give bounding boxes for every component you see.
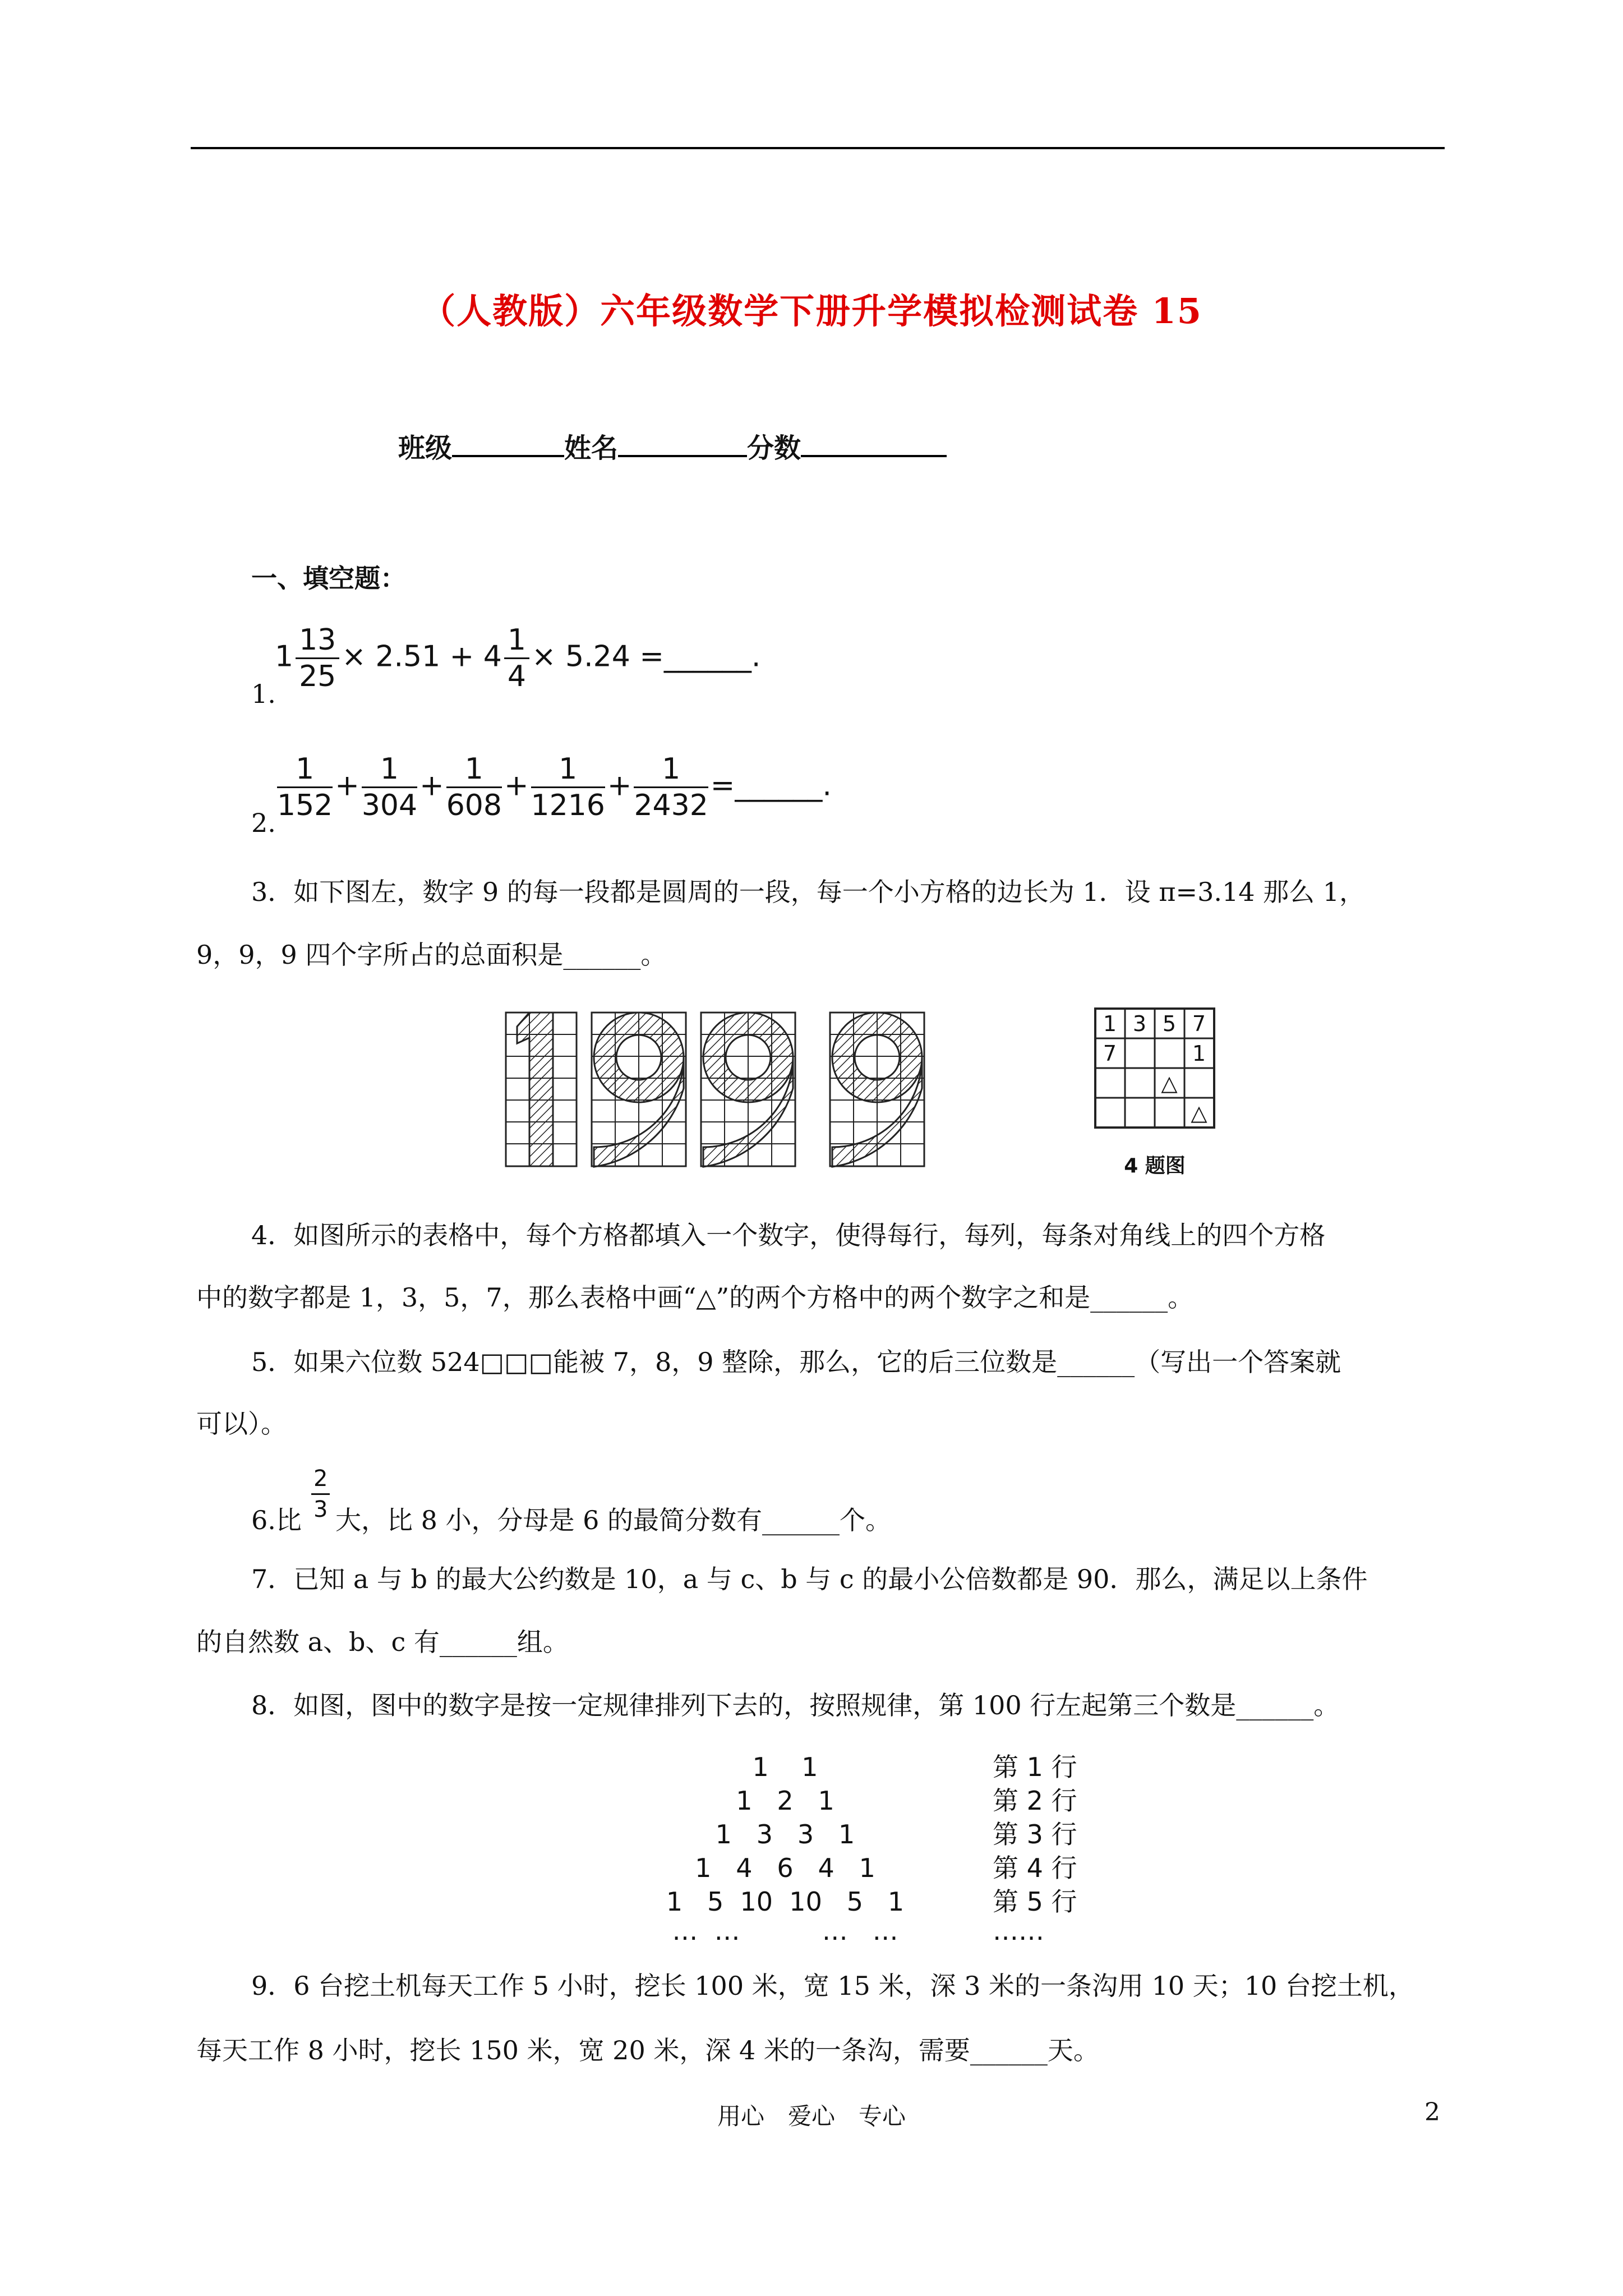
class-blank xyxy=(452,455,564,457)
pascal-row: 1 1 xyxy=(752,1752,818,1782)
grid-cell: 3 xyxy=(1132,1011,1147,1036)
row-label: 第 4 行 xyxy=(993,1853,1077,1883)
q1-tail: × 5.24 =______. xyxy=(531,639,761,674)
pascal-row: 1 3 3 1 xyxy=(715,1819,855,1849)
q1-op: × 2.51 + 4 xyxy=(342,639,502,674)
digits-1999-figure xyxy=(505,1010,1009,1172)
plus-sign: + xyxy=(335,769,359,803)
q2-fraction: $\frac{1}{608}$ xyxy=(446,752,502,822)
q4-line-1: 4．如图所示的表格中，每个方格都填入一个数字，使得每行，每列，每条对角线上的四个方格 xyxy=(251,1220,1326,1250)
pascal-row: 1 5 10 10 5 1 xyxy=(666,1887,905,1917)
q4-line-2: 中的数字都是 1，3，5，7，那么表格中画“△”的两个方格中的两个数字之和是______。 xyxy=(196,1282,1194,1313)
q5-line-2: 可以）。 xyxy=(196,1409,287,1439)
q2-number: 2. xyxy=(251,808,276,838)
grid-cell: 7 xyxy=(1192,1011,1206,1036)
grid-cell: 1 xyxy=(1103,1011,1117,1036)
q5-line-1: 5．如果六位数 524□□□能被 7，8，9 整除，那么，它的后三位数是______（写出一个答案就 xyxy=(251,1347,1341,1377)
row-label: 第 5 行 xyxy=(993,1887,1077,1917)
digit-one-grid xyxy=(506,1013,577,1166)
pascal-row: 1 4 6 4 1 xyxy=(695,1853,875,1883)
q1-number: 1. xyxy=(251,679,276,709)
grid-cell: 5 xyxy=(1162,1011,1177,1036)
class-label: 班级 xyxy=(398,432,453,464)
triangle-cell: △ xyxy=(1191,1101,1207,1125)
row-label: …… xyxy=(993,1916,1044,1946)
q2-tail: =______. xyxy=(710,769,832,803)
q8-line-1: 8．如图，图中的数字是按一定规律排列下去的，按照规律，第 100 行左起第三个数是______。 xyxy=(251,1690,1340,1720)
digit-nine-grid xyxy=(830,1013,924,1167)
score-label: 分数 xyxy=(747,432,801,464)
page-footer: 用心 爱心 专心 xyxy=(717,2102,906,2130)
q6-line xyxy=(251,1503,302,1537)
q6-rest: 大，比 8 小，分母是 6 的最简分数有______个。 xyxy=(335,1505,892,1535)
header-rule xyxy=(191,147,1445,149)
row-label: 第 2 行 xyxy=(993,1786,1077,1816)
name-blank xyxy=(618,455,747,457)
grid-caption: 4 题图 xyxy=(1124,1154,1186,1177)
grid-cell: 1 xyxy=(1192,1041,1206,1066)
page-number: 2 xyxy=(1424,2098,1440,2127)
q7-line-2: 的自然数 a、b、c 有______组。 xyxy=(196,1627,569,1657)
pascal-row-labels xyxy=(993,1750,1077,1946)
q7-line-1: 7．已知 a 与 b 的最大公约数是 10，a 与 c、b 与 c 的最小公倍数都是 90．那么，满足以上条件 xyxy=(251,1564,1368,1594)
plus-sign: + xyxy=(607,769,632,803)
pascal-row: … … … … xyxy=(672,1916,898,1946)
q3-line-2: 9，9，9 四个字所占的总面积是______。 xyxy=(196,940,667,970)
page-title: （人教版）六年级数学下册升学模拟检测试卷 15 xyxy=(421,291,1202,332)
student-info-line xyxy=(398,426,947,465)
q1-whole: 1 xyxy=(275,639,294,674)
pascal-triangle xyxy=(662,1750,909,1946)
name-label: 姓名 xyxy=(564,432,619,464)
score-blank xyxy=(801,455,947,457)
q2-expression xyxy=(275,752,832,823)
q9-line-1: 9．6 台挖土机每天工作 5 小时，挖长 100 米，宽 15 米，深 3 米的一条沟用 10 天；10 台挖土机， xyxy=(251,1971,1414,2001)
row-label: 第 1 行 xyxy=(993,1752,1077,1782)
row-label: 第 3 行 xyxy=(993,1819,1077,1849)
question-4-grid-figure xyxy=(1094,1007,1223,1186)
q6-fraction: 2 3 xyxy=(311,1464,330,1524)
q2-fraction: $\frac{1}{2432}$ xyxy=(634,752,708,822)
digit-nine-grid xyxy=(592,1013,686,1167)
q1-fraction-2: $\frac{1}{4}$ xyxy=(504,623,529,694)
grid-cell: 7 xyxy=(1103,1041,1117,1066)
digit-nine-grid xyxy=(701,1013,795,1167)
section-heading-fill-blank: 一、填空题： xyxy=(251,563,406,593)
q2-fraction: $\frac{1}{1216}$ xyxy=(531,752,605,822)
q2-fraction: $\frac{1}{152}$ xyxy=(277,752,333,822)
q2-fraction: $\frac{1}{304}$ xyxy=(361,752,418,822)
pascal-row: 1 2 1 xyxy=(736,1786,834,1816)
q1-fraction-1: $\frac{13}{25}$ xyxy=(296,623,339,694)
q3-line-1: 3．如下图左，数字 9 的每一段都是圆周的一段，每一个小方格的边长为 1．设 π=3.14 那么 1， xyxy=(251,877,1365,907)
triangle-cell: △ xyxy=(1161,1071,1178,1096)
plus-sign: + xyxy=(504,769,529,803)
q9-line-2: 每天工作 8 小时，挖长 150 米，宽 20 米，深 4 米的一条沟，需要______天。 xyxy=(196,2035,1099,2065)
q6-prefix: 6.比 xyxy=(251,1505,302,1535)
q1-expression xyxy=(275,623,760,694)
plus-sign: + xyxy=(419,769,444,803)
